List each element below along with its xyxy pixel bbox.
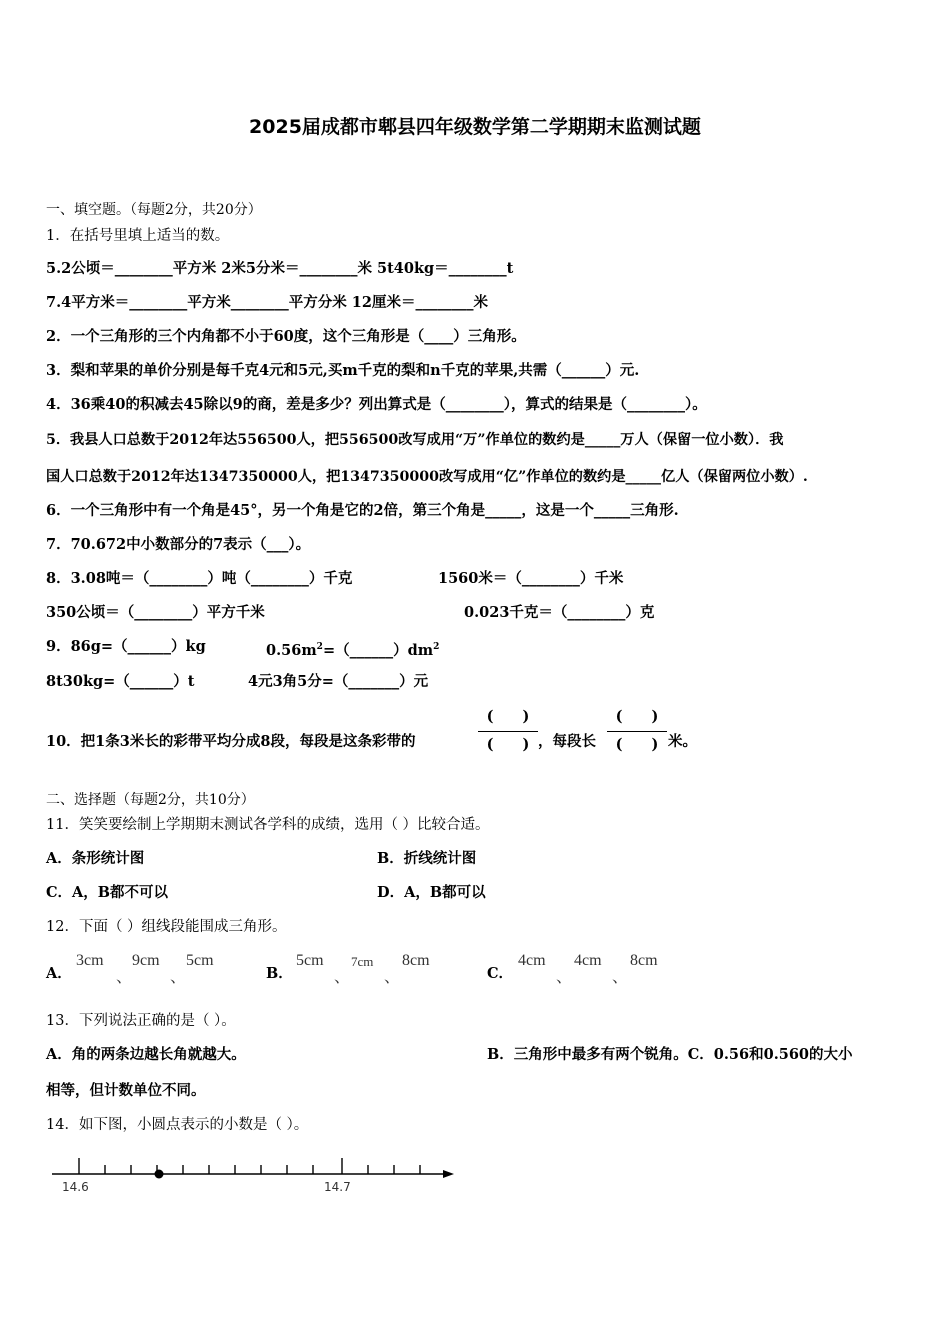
section1-heading: 一、填空题。（每题2分，共20分） <box>46 202 262 218</box>
q12-b-sep1: 、 <box>334 969 351 986</box>
tick-label-left: 14.6 <box>62 1180 89 1194</box>
q9-part-b: $0.56m^2=(\_\_\_\_\_\_)dm^2$ <box>266 641 440 659</box>
q8-part-a: 8．3.08吨＝（________）吨（________）千克 <box>46 570 353 587</box>
q12-a-seg2: 9cm <box>132 952 160 969</box>
q10-text-mid: ，每段长 <box>538 733 596 750</box>
q9-part-d: 4元3角5分=（_______）元 <box>248 673 429 690</box>
tick-label-right: 14.7 <box>324 1180 351 1194</box>
q2: 2．一个三角形的三个内角都不小于60度，这个三角形是（____）三角形。 <box>46 328 526 345</box>
q10-fraction1-numerator: ( ) <box>486 708 530 725</box>
q9-part-c: 8t30kg=（______）t <box>46 673 195 690</box>
q6: 6．一个三角形中有一个角是45°，另一个角是它的2倍，第三个角是_____，这是一个_____三角形. <box>46 502 679 519</box>
q13-stem: 13．下列说法正确的是（ ）。 <box>46 1013 236 1029</box>
q1-row1: 5.2公顷＝________平方米 2米5分米＝________米 5t40kg＝________t <box>46 260 514 277</box>
q11-option-b: B．折线统计图 <box>377 850 477 867</box>
q12-a-seg3: 5cm <box>186 952 214 969</box>
q12-option-c-label: C． <box>487 965 514 982</box>
q10-fraction1-bar <box>478 731 538 732</box>
q12-c-seg3: 8cm <box>630 952 658 969</box>
q12-c-sep1: 、 <box>556 969 573 986</box>
q12-option-a-label: A． <box>46 965 72 982</box>
q5-line2: 国人口总数于2012年达1347350000人，把1347350000改写成用“亿”作单位的数约是_____亿人（保留两位小数）. <box>46 469 808 485</box>
q12-b-seg3: 8cm <box>402 952 430 969</box>
q12-c-seg2: 4cm <box>574 952 602 969</box>
q10-fraction1-denominator: ( ) <box>486 736 530 753</box>
q12-stem: 12．下面（ ）组线段能围成三角形。 <box>46 919 287 935</box>
q12-a-seg1: 3cm <box>76 952 104 969</box>
q8-part-b: 1560米＝（________）千米 <box>438 570 624 587</box>
q12-a-sep2: 、 <box>170 969 187 986</box>
q11-stem: 11．笑笑要绘制上学期期末测试各学科的成绩，选用（ ）比较合适。 <box>46 817 490 833</box>
q3: 3．梨和苹果的单价分别是每千克4元和5元,买m千克的梨和n千克的苹果,共需（______）元. <box>46 362 640 379</box>
q12-c-seg1: 4cm <box>518 952 546 969</box>
q4: 4．36乘40的积减去45除以9的商，差是多少？列出算式是（________），算式的结果是（________）。 <box>46 396 707 413</box>
page-title: 2025届成都市郫县四年级数学第二学期期末监测试题 <box>249 116 701 138</box>
q12-b-sep2: 、 <box>384 969 401 986</box>
q9-part-a: 9．86g=（______）kg <box>46 638 206 655</box>
number-line <box>46 1150 466 1200</box>
section2-heading: 二、选择题（每题2分，共10分） <box>46 792 255 808</box>
q12-a-sep1: 、 <box>116 969 133 986</box>
q13-option-a: A．角的两条边越长角就越大。 <box>46 1046 246 1063</box>
number-line-dot <box>155 1170 164 1179</box>
q12-b-seg2: 7cm <box>351 954 374 969</box>
q12-c-sep2: 、 <box>612 969 629 986</box>
q10-fraction2-numerator: ( ) <box>615 708 659 725</box>
q12-b-seg1: 5cm <box>296 952 324 969</box>
q12-option-b-label: B． <box>266 965 293 982</box>
q11-option-a: A．条形统计图 <box>46 850 145 867</box>
q8-part-d: 0.023千克＝（________）克 <box>464 604 655 621</box>
q14-stem: 14．如下图，小圆点表示的小数是（ ）。 <box>46 1117 309 1133</box>
q10-fraction2-denominator: ( ) <box>615 736 659 753</box>
q5-line1: 5．我县人口总数于2012年达556500人，把556500改写成用“万”作单位的数约是_____万人（保留一位小数）．我 <box>46 432 784 448</box>
q13-option-b-c: B．三角形中最多有两个锐角。C．0.56和0.560的大小 <box>487 1046 853 1063</box>
q13-option-c-cont: 相等，但计数单位不同。 <box>46 1082 206 1099</box>
q10-text-post: 米。 <box>668 733 697 750</box>
number-line-arrow-icon <box>443 1170 454 1178</box>
number-line-ticks <box>79 1158 420 1174</box>
q1-stem: 1．在括号里填上适当的数。 <box>46 228 230 244</box>
q10-text-pre: 10．把1条3米长的彩带平均分成8段，每段是这条彩带的 <box>46 733 416 750</box>
q10-fraction2-bar <box>607 731 667 732</box>
q1-row2: 7.4平方米＝________平方米________平方分米 12厘米＝________米 <box>46 294 488 311</box>
q11-option-c: C．A，B都不可以 <box>46 884 169 901</box>
q7: 7．70.672中小数部分的7表示（___）。 <box>46 536 311 553</box>
q8-part-c: 350公顷＝（________）平方千米 <box>46 604 265 621</box>
q11-option-d: D．A，B都可以 <box>377 884 486 901</box>
